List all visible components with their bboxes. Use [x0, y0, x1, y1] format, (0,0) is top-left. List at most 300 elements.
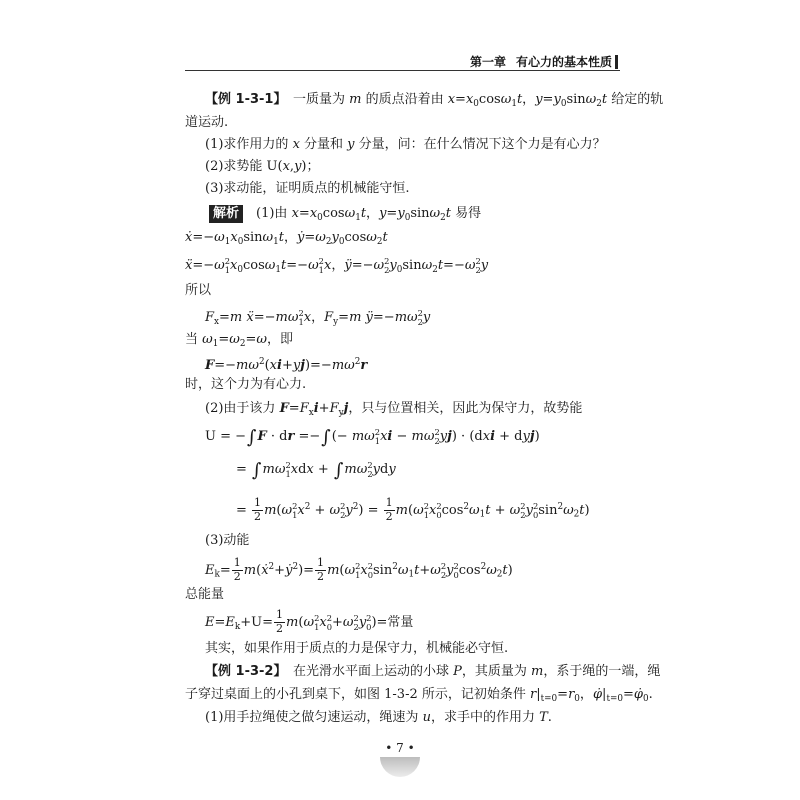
- text-run: +: [490, 502, 510, 518]
- text-run: .: [547, 710, 552, 725]
- superscript: 2: [367, 560, 374, 571]
- text-run: =: [219, 562, 231, 578]
- example-label: 【例 1-3-1】: [205, 92, 280, 107]
- example-1-3-2-statement-line-2: [185, 686, 653, 708]
- text-run: 分量，问：在什么情况下这个力是有心力？: [354, 137, 606, 152]
- math-variable: t: [281, 258, 287, 273]
- math-variable: u: [422, 710, 431, 725]
- math-variable: ω: [315, 230, 326, 245]
- text-run: =: [288, 401, 300, 416]
- subscript: 0: [237, 264, 244, 275]
- text-run: )；: [301, 159, 320, 174]
- text-run: (−: [331, 429, 352, 444]
- subscript: 1: [224, 236, 231, 247]
- text-run: =−: [192, 230, 215, 245]
- subscript: k: [214, 569, 220, 580]
- fraction: [232, 557, 243, 583]
- example-1-3-1-statement-line-2: [185, 114, 228, 132]
- solution-remark: [205, 640, 508, 658]
- solution-intro-line: [209, 205, 481, 227]
- subscript: 2: [596, 98, 602, 109]
- superscript: 2: [292, 500, 298, 511]
- math-variable: m: [286, 615, 299, 630]
- text-run: )=常量: [371, 615, 414, 630]
- potential-integral-equation: [205, 422, 540, 453]
- subscript: 1: [479, 509, 486, 520]
- text-run: ，求手中的作用力: [430, 710, 540, 725]
- subscript: 0: [404, 212, 411, 223]
- math-variable: t: [579, 502, 585, 518]
- math-variable: ẋ: [261, 562, 269, 578]
- math-variable: y: [345, 502, 353, 518]
- total-energy-equation: [205, 608, 413, 642]
- text-run: =−: [294, 429, 321, 444]
- superscript: 2: [285, 460, 291, 471]
- superscript: 2: [436, 500, 442, 511]
- text-run: ，即: [267, 332, 294, 347]
- text-run: ,: [289, 159, 295, 174]
- subscript: t=0: [540, 693, 558, 704]
- math-variable: x: [380, 429, 388, 444]
- vector-symbol: r: [360, 357, 368, 373]
- math-variable: ω: [329, 502, 341, 518]
- math-variable: ẏ: [285, 562, 293, 578]
- math-variable: mω: [331, 357, 355, 373]
- fraction: [252, 497, 263, 523]
- therefore-text: [185, 282, 211, 300]
- running-header: [470, 54, 612, 70]
- text-run: =−: [192, 258, 215, 273]
- subscript: 1: [374, 435, 381, 446]
- math-variable: mω: [275, 310, 299, 325]
- fraction: [274, 609, 285, 635]
- math-variable: y: [525, 502, 533, 518]
- numerator: 1: [233, 556, 241, 570]
- math-variable: y: [522, 429, 530, 444]
- math-variable: ω: [413, 502, 424, 518]
- example-1-3-1-question-2: [205, 158, 320, 176]
- text-run: (: [256, 562, 262, 578]
- math-variable: y: [347, 137, 355, 152]
- math-variable: x: [290, 462, 299, 477]
- math-variable: ÿ: [365, 310, 373, 325]
- math-variable: m: [395, 502, 408, 518]
- text-run: +: [313, 462, 333, 477]
- subscript: 0: [532, 509, 539, 520]
- math-variable: y: [397, 206, 405, 221]
- math-variable: mω: [411, 429, 435, 444]
- math-variable: ÿ: [344, 258, 352, 273]
- text-run: =−: [286, 258, 309, 273]
- text-run: =: [338, 310, 350, 325]
- text-run: =−: [253, 310, 276, 325]
- math-variable: m: [349, 310, 362, 325]
- subscript: 2: [440, 569, 447, 580]
- text-run: ，其质量为: [461, 664, 531, 679]
- text-run: +: [419, 562, 431, 578]
- subscript: 2: [353, 621, 359, 632]
- potential-energy-result: [236, 492, 590, 530]
- vector-symbol: i: [387, 429, 393, 444]
- text-run: 子穿过桌面上的小孔到桌下，如图 1-3-2 所示，记初始条件: [185, 687, 530, 702]
- subscript: 1: [298, 316, 304, 327]
- math-variable: ω: [469, 502, 480, 518]
- central-force-equation: [205, 353, 367, 375]
- text-run: 在光滑水平面上运动的小球: [279, 664, 454, 679]
- math-variable: ω: [214, 258, 225, 273]
- math-variable: y: [422, 310, 431, 325]
- text-run: (: [408, 502, 414, 518]
- subscript: 1: [314, 621, 320, 632]
- subscript: x: [308, 407, 314, 418]
- math-variable: y: [292, 357, 301, 373]
- text-run: =: [236, 462, 252, 477]
- math-variable: ω: [264, 258, 276, 273]
- subscript: 0: [643, 693, 649, 704]
- integral-sign: ∫: [321, 427, 331, 449]
- superscript: 2: [292, 562, 299, 572]
- text-run: ，只与位置相关，因此为保守力，故势能: [348, 401, 583, 416]
- text-run: cos: [344, 230, 367, 245]
- math-variable: x: [230, 230, 238, 245]
- math-variable: x: [319, 615, 327, 630]
- math-variable: T: [539, 710, 548, 725]
- example-1-3-1-question-3: [205, 180, 410, 198]
- math-variable: m: [264, 502, 277, 518]
- math-variable: E: [205, 615, 215, 630]
- subscript: 0: [574, 693, 580, 704]
- subscript: 0: [396, 264, 403, 275]
- math-variable: ẏ: [297, 230, 305, 245]
- math-variable: ω: [344, 206, 356, 221]
- fraction: [315, 557, 326, 583]
- text-run: ，: [331, 258, 345, 273]
- math-variable: ω: [281, 502, 293, 518]
- text-run: =−: [214, 357, 237, 373]
- subscript: 2: [475, 264, 481, 275]
- text-run: (2)由于该力: [205, 401, 280, 416]
- math-variable: t: [516, 92, 523, 107]
- superscript: 2: [298, 308, 304, 319]
- example-1-3-2-statement-line-1: [205, 663, 660, 681]
- math-variable: φ̇: [633, 687, 644, 702]
- superscript: 2: [318, 256, 324, 267]
- text-run: sin: [566, 92, 586, 107]
- superscript: 2: [423, 500, 429, 511]
- text-run: cos: [243, 258, 265, 273]
- text-run: + d: [495, 429, 523, 444]
- subscript: y: [338, 407, 344, 418]
- text-run: sin: [402, 258, 422, 273]
- math-variable: ω: [500, 92, 512, 107]
- text-run: =: [236, 502, 252, 518]
- superscript: 2: [532, 500, 539, 511]
- subscript: 0: [317, 212, 323, 223]
- vector-symbol: F: [257, 429, 267, 444]
- math-variable: ω: [486, 562, 497, 578]
- text-run: =: [542, 92, 554, 107]
- math-variable: t: [601, 92, 608, 107]
- superscript: 2: [340, 500, 346, 511]
- text-run: 给定的轨: [607, 92, 664, 107]
- math-variable: x: [309, 206, 318, 221]
- math-variable: ω: [373, 258, 385, 273]
- subscript: 2: [573, 509, 580, 520]
- vector-symbol: i: [313, 401, 319, 416]
- text-run: (1)用手拉绳使之做匀速运动，绳速为: [205, 710, 423, 725]
- text-run: =: [557, 687, 569, 702]
- chapter-title: 有心力的基本性质: [515, 55, 612, 69]
- subscript: 1: [355, 212, 361, 223]
- subscript: 2: [496, 569, 503, 580]
- math-variable: F: [324, 310, 334, 325]
- math-variable: ω: [262, 230, 274, 245]
- math-variable: mω: [236, 357, 259, 373]
- example-1-3-2-question-1: [205, 709, 552, 727]
- math-variable: m: [243, 562, 257, 578]
- text-run: +: [310, 502, 330, 518]
- math-variable: ω: [421, 258, 433, 273]
- math-variable: t: [437, 258, 444, 273]
- superscript: 2: [268, 562, 275, 572]
- text-run: d: [298, 462, 307, 477]
- text-run: ，: [579, 687, 593, 702]
- math-variable: y: [389, 258, 397, 273]
- math-variable: x: [447, 92, 456, 107]
- subscript: t=0: [606, 693, 623, 704]
- math-variable: x: [428, 502, 437, 518]
- numerator: 1: [276, 608, 284, 622]
- vector-symbol: j: [447, 429, 452, 444]
- math-variable: F: [299, 401, 309, 416]
- text-run: · d: [266, 429, 288, 444]
- math-variable: y: [331, 230, 339, 245]
- text-run: cos: [322, 206, 345, 221]
- subscript: 1: [423, 509, 429, 520]
- force-components-equation: [205, 309, 430, 331]
- superscript: 2: [354, 357, 361, 367]
- integral-sign: ∫: [333, 460, 344, 482]
- text-run: )=: [298, 562, 315, 578]
- math-variable: x: [282, 159, 290, 174]
- superscript: 2: [258, 357, 265, 367]
- math-variable: x: [323, 258, 332, 273]
- vector-symbol: r: [287, 429, 295, 444]
- subscript: 2: [376, 236, 383, 247]
- text-run: |: [602, 687, 607, 702]
- math-variable: x: [482, 429, 491, 444]
- vector-symbol: j: [529, 429, 535, 444]
- subscript: 0: [473, 98, 479, 109]
- vector-symbol: j: [300, 357, 305, 373]
- text-run: =: [455, 92, 466, 107]
- subscript: 0: [237, 236, 244, 247]
- math-variable: ω: [430, 562, 441, 578]
- text-run: =−: [372, 310, 395, 325]
- subscript: 1: [273, 236, 279, 247]
- subscript: 1: [355, 569, 361, 580]
- potential-energy-intro: [205, 400, 582, 422]
- math-variable: F: [329, 401, 339, 416]
- math-variable: y: [553, 92, 561, 107]
- example-label: 【例 1-3-2】: [205, 664, 280, 679]
- denominator: 2: [385, 509, 393, 523]
- numerator: 1: [385, 496, 393, 510]
- text-run: (3)求动能，证明质点的机械能守恒.: [205, 181, 410, 196]
- text-run: sin: [538, 502, 558, 518]
- vector-symbol: F: [205, 357, 215, 373]
- subscript: 1: [511, 98, 517, 109]
- text-run: +: [332, 615, 343, 630]
- math-variable: t: [445, 206, 451, 221]
- subscript: 1: [408, 569, 415, 580]
- integral-sign: ∫: [247, 427, 257, 449]
- text-run: 总能量: [185, 587, 225, 602]
- denominator: 2: [276, 622, 284, 635]
- math-variable: x: [269, 357, 278, 373]
- superscript: 2: [475, 256, 481, 267]
- math-variable: mω: [262, 462, 286, 477]
- subscript: 0: [338, 236, 345, 247]
- header-edge-bar: [615, 55, 618, 69]
- text-run: .: [648, 687, 653, 702]
- text-run: −: [392, 429, 412, 444]
- subscript: k: [234, 621, 241, 632]
- math-variable: ẋ: [185, 230, 193, 245]
- subscript: 2: [440, 212, 446, 223]
- text-run: (1)求作用力的: [205, 137, 293, 152]
- text-run: =: [386, 206, 398, 221]
- text-run: =: [623, 687, 634, 702]
- text-run: (: [264, 357, 270, 373]
- text-run: (: [276, 502, 282, 518]
- math-variable: F: [205, 310, 215, 325]
- text-run: ) · (d: [451, 429, 483, 444]
- superscript: 2: [304, 502, 311, 512]
- math-variable: E: [205, 562, 215, 578]
- text-run: 分量和: [299, 137, 348, 152]
- potential-integral-step: [236, 455, 396, 486]
- superscript: 2: [352, 502, 359, 512]
- math-variable: y: [379, 206, 387, 221]
- superscript: 2: [440, 560, 447, 571]
- math-variable: ω: [366, 230, 377, 245]
- subscript: x: [214, 316, 220, 327]
- vector-symbol: i: [490, 429, 496, 444]
- superscript: 2: [434, 427, 440, 438]
- superscript: 2: [353, 613, 359, 624]
- subscript: 2: [417, 316, 423, 327]
- text-run: 其实，如果作用于质点的力是保守力，机械能必守恒.: [205, 641, 509, 656]
- math-variable: m: [349, 92, 362, 107]
- superscript: 2: [557, 502, 564, 512]
- math-variable: ω: [256, 332, 268, 347]
- math-variable: ω: [464, 258, 476, 273]
- subscript: 1: [318, 264, 324, 275]
- subscript: 2: [325, 236, 332, 247]
- text-run: (: [298, 615, 304, 630]
- example-1-3-1-question-1: [205, 136, 606, 154]
- math-variable: ω: [397, 562, 409, 578]
- text-run: sin: [410, 206, 430, 221]
- total-energy-heading: [185, 586, 224, 604]
- velocity-equation: [185, 229, 388, 251]
- superscript: 2: [366, 613, 372, 624]
- math-variable: x: [465, 92, 474, 107]
- math-variable: y: [535, 92, 543, 107]
- integral-sign: ∫: [252, 460, 262, 482]
- superscript: 2: [384, 256, 390, 267]
- superscript: 2: [392, 562, 398, 572]
- text-run: sin: [243, 230, 263, 245]
- math-variable: x: [297, 502, 305, 518]
- text-run: 时，这个力为有心力.: [185, 377, 307, 392]
- subscript: 1: [212, 338, 219, 349]
- example-1-3-1-statement-line-1: [205, 91, 663, 113]
- math-variable: ẍ: [185, 258, 193, 273]
- chapter-number: 第一章: [469, 55, 506, 69]
- superscript: 2: [520, 500, 526, 511]
- superscript: 2: [463, 502, 470, 512]
- subscript: 0: [366, 621, 372, 632]
- subscript: 2: [384, 264, 390, 275]
- text-run: =: [214, 615, 226, 630]
- subscript: y: [333, 316, 339, 327]
- subscript: 2: [432, 264, 438, 275]
- subscript: 2: [434, 435, 440, 446]
- superscript: 2: [374, 427, 381, 438]
- numerator: 1: [317, 556, 325, 570]
- math-variable: y: [294, 159, 302, 174]
- text-run: sin: [373, 562, 393, 578]
- math-variable: t: [360, 206, 367, 221]
- superscript: 2: [480, 562, 487, 572]
- superscript: 2: [453, 560, 459, 571]
- math-variable: m: [531, 664, 544, 679]
- math-variable: m: [327, 562, 340, 578]
- superscript: 2: [224, 256, 231, 267]
- math-variable: t: [414, 562, 420, 578]
- text-run: ，: [284, 230, 298, 245]
- subscript: 2: [520, 509, 526, 520]
- superscript: 2: [314, 613, 320, 624]
- text-run: 道运动.: [185, 115, 229, 130]
- denominator: 2: [317, 569, 325, 583]
- vector-symbol: j: [343, 401, 349, 416]
- math-variable: y: [439, 429, 448, 444]
- numerator: 1: [254, 496, 262, 510]
- math-variable: r: [530, 687, 537, 702]
- math-variable: mω: [351, 429, 375, 444]
- math-variable: ω: [229, 332, 240, 347]
- text-run: )=−: [304, 357, 332, 373]
- text-run: |: [536, 687, 541, 702]
- text-run: ): [584, 502, 590, 518]
- superscript: 2: [355, 560, 361, 571]
- math-variable: ω: [429, 206, 441, 221]
- subscript: 0: [560, 98, 567, 109]
- subscript: 2: [239, 338, 246, 349]
- math-variable: y: [388, 462, 396, 477]
- subscript: 0: [367, 569, 374, 580]
- text-run: ，: [366, 206, 380, 221]
- superscript: 2: [326, 613, 332, 624]
- math-variable: y: [372, 462, 381, 477]
- page-ornament: [380, 757, 420, 777]
- subscript: 2: [367, 468, 373, 479]
- math-variable: ω: [308, 258, 319, 273]
- math-variable: mω: [394, 310, 418, 325]
